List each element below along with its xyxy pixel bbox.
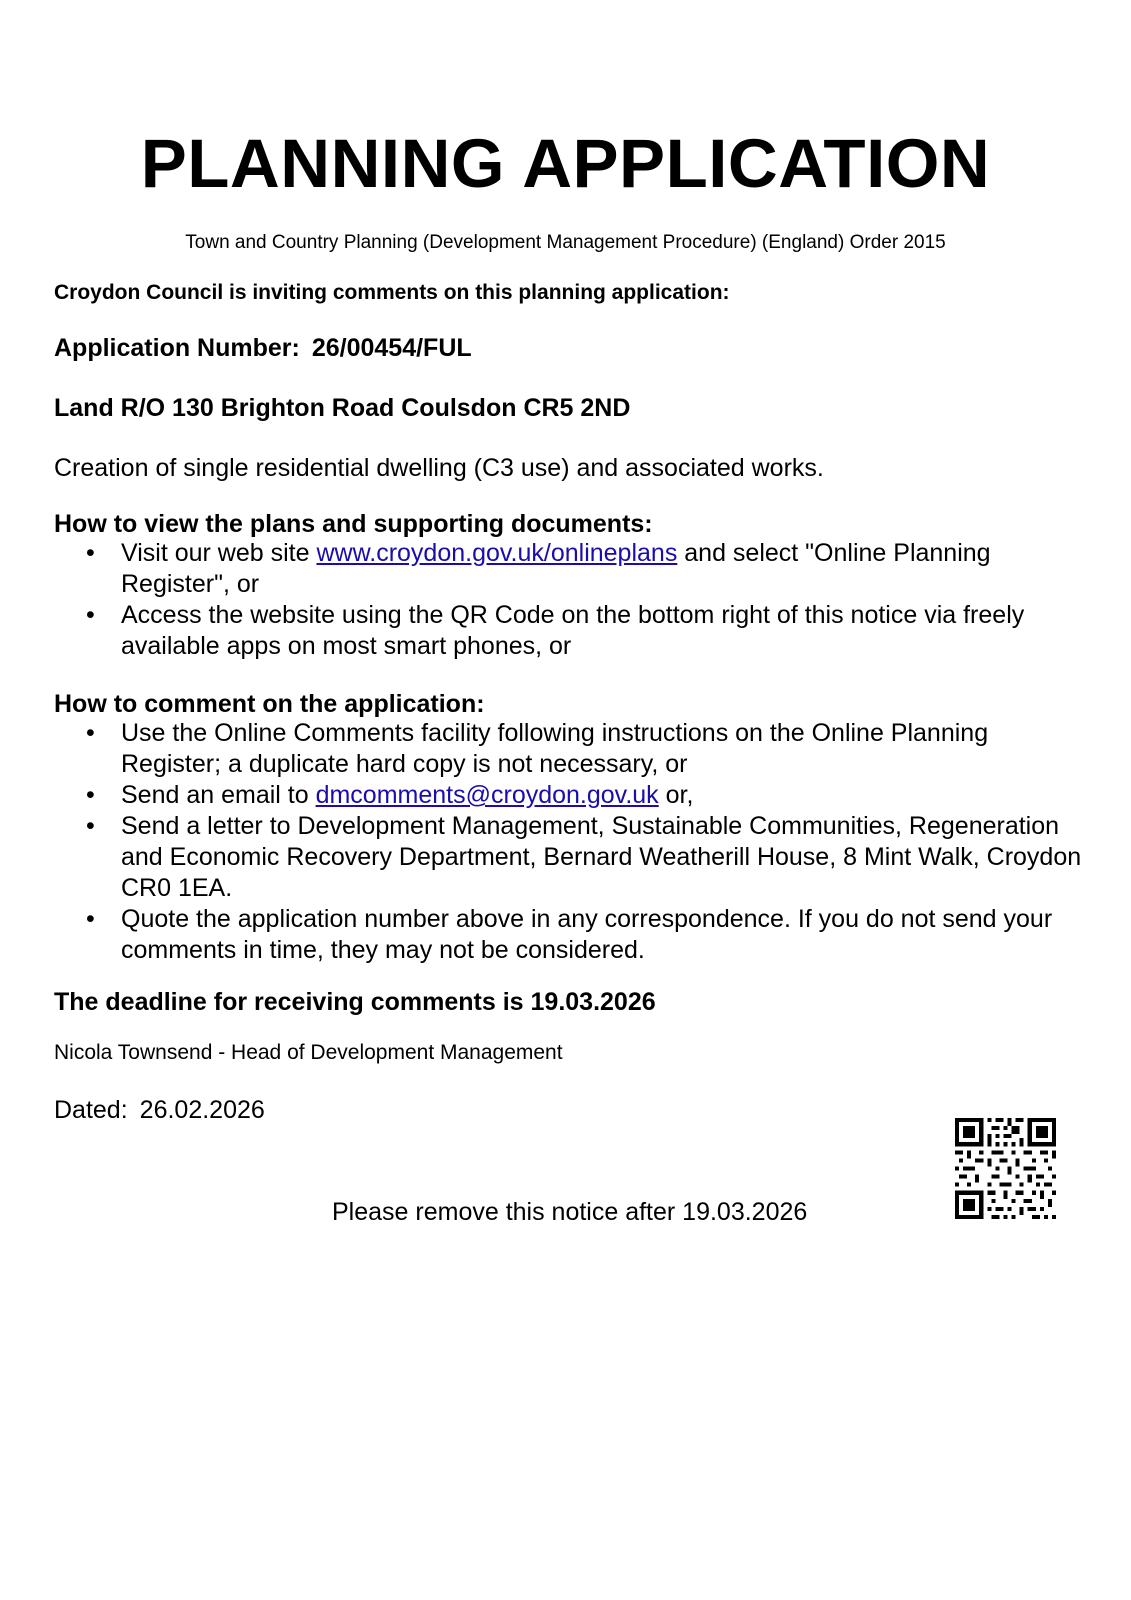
list-item — [54, 904, 1084, 966]
comment-list — [54, 718, 1084, 966]
list-item-text: Send an email to — [121, 781, 316, 809]
online-plans-link[interactable]: www.croydon.gov.uk/onlineplans — [316, 539, 678, 567]
view-plans-heading: How to view the plans and supporting documents: — [54, 510, 653, 538]
dated-label: Dated: — [54, 1096, 128, 1124]
list-item — [54, 718, 1084, 780]
list-item — [54, 538, 1084, 600]
site-address: Land R/O 130 Brighton Road Coulsdon CR5 2ND — [54, 394, 631, 422]
list-item — [54, 811, 1084, 904]
application-number-label: Application Number: — [54, 334, 300, 362]
application-number-row — [54, 334, 472, 363]
bullet-icon: • — [86, 905, 95, 933]
page-title: PLANNING APPLICATION — [140, 125, 991, 202]
email-link[interactable]: dmcomments@croydon.gov.uk — [315, 781, 659, 809]
legislation-line: Town and Country Planning (Development Management Procedure) (England) Order 2015 — [185, 232, 946, 253]
list-item-text: Use the Online Comments facility following instructions on the Online Planning Register; a duplicate hard copy is not necessary, or — [121, 719, 989, 778]
invitation-text: Croydon Council is inviting comments on this planning application: — [54, 281, 730, 304]
view-plans-list — [54, 538, 1084, 662]
comment-heading: How to comment on the application: — [54, 690, 485, 718]
bullet-icon: • — [86, 601, 95, 629]
list-item-text: and select "Online Planning Register", or — [121, 539, 991, 598]
bullet-icon: • — [86, 539, 95, 567]
list-item-text: Access the website using the QR Code on the bottom right of this notice via freely available apps on most smart phones, or — [121, 601, 1025, 660]
list-item-text: Send a letter to Development Management, Sustainable Communities, Regeneration and Economic Recovery Department, Bernard Weatherill House, 8 Mint Walk, Croydon CR0 1EA. — [121, 812, 1082, 902]
application-number: 26/00454/FUL — [311, 334, 472, 362]
list-item — [54, 600, 1084, 662]
list-item — [54, 780, 1084, 811]
bullet-icon: • — [86, 719, 95, 747]
bullet-icon: • — [86, 781, 95, 809]
list-item-text: Visit our web site — [121, 539, 317, 567]
signatory: Nicola Townsend - Head of Development Management — [54, 1041, 563, 1064]
deadline-text: The deadline for receiving comments is 19.03.2026 — [54, 988, 656, 1016]
dated-value: 26.02.2026 — [139, 1096, 265, 1124]
bullet-icon: • — [86, 812, 95, 840]
list-item-text: Quote the application number above in any correspondence. If you do not send your comments in time, they may not be considered. — [121, 905, 1053, 964]
dated-row — [54, 1096, 265, 1125]
removal-notice: Please remove this notice after 19.03.2026 — [332, 1198, 808, 1226]
qr-code-icon[interactable] — [955, 1118, 1056, 1219]
proposal-description: Creation of single residential dwelling (C3 use) and associated works. — [54, 454, 824, 482]
list-item-text: or, — [658, 781, 694, 809]
